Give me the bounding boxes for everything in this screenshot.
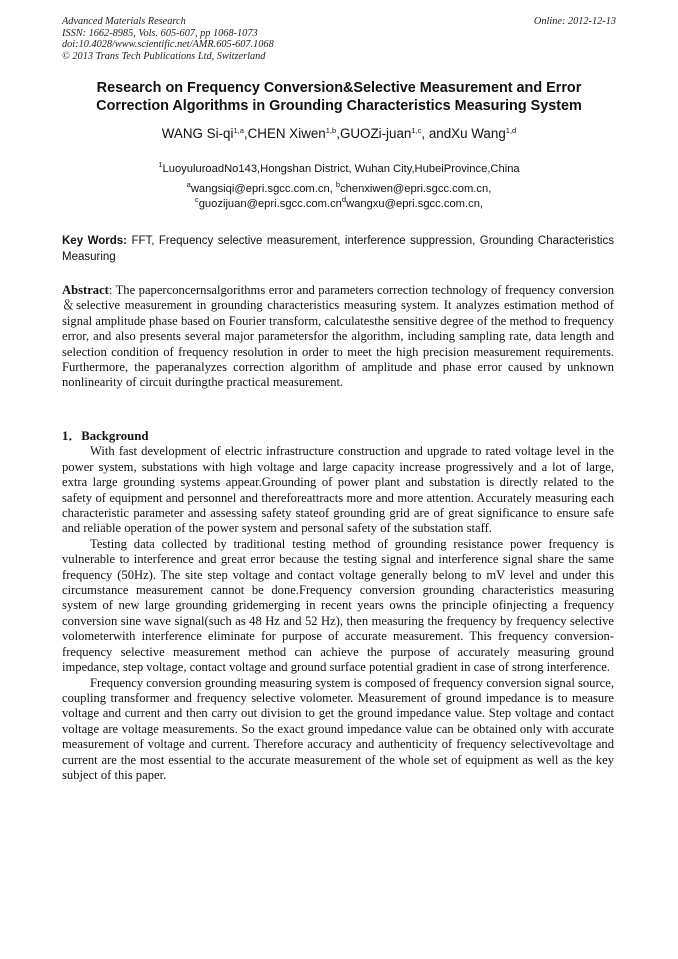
email-b: chenxiwen@epri.sgcc.com.cn, (340, 183, 492, 195)
author-affiliation-mark: 1,c (411, 126, 422, 135)
keywords (62, 234, 614, 265)
abstract-label: Abstract (62, 283, 109, 297)
section-heading: 1．Background (62, 429, 149, 443)
abstract (62, 283, 614, 391)
email-mark-a: a (186, 180, 191, 189)
journal-header (62, 16, 616, 62)
author-affiliation-mark: 1,a (233, 126, 244, 135)
affiliation-mark: 1 (158, 160, 163, 169)
affiliation (30, 162, 648, 176)
copyright-line: © 2013 Trans Tech Publications Ltd, Switzerland (62, 50, 266, 62)
keywords-text: FFT, Frequency selective measurement, interference suppression, Grounding Characteristics Measuring (62, 235, 614, 263)
author-emails (30, 182, 648, 212)
issn-line: ISSN: 1662-8985, Vols. 605-607, pp 1068-1073 (62, 27, 258, 39)
email-a: wangsiqi@epri.sgcc.com.cn, (190, 183, 336, 195)
journal-name: Advanced Materials Research (62, 16, 186, 27)
title-line-1: Research on Frequency Conversion&Selective Measurement and Error (96, 80, 582, 96)
author-separator: , (421, 126, 429, 141)
paragraph: Testing data collected by traditional testing method of grounding resistance power frequency is vulnerable to interference and great error because the testing signal and interference signal share the same frequency (50Hz). The site step voltage and contact voltage generally belong to mV level and under this circumstance measurement cannot be done.Frequency conversion grounding characteristics measuring system of new large grounding gridemerging in recent years owns the principle ofinjecting a frequency conversion sine wave signal(such as 48 Hz and 52 Hz), then measuring the frequency by frequency selective volometerwith interference eliminate for purpose of accurate measurement. This frequency conversion-frequency selective measurement method can achieve the purpose of accurately measuring ground impedance, step voltage, contact voltage and ground surface potential gradient in case of strong interference. (62, 536, 614, 675)
email-mark-c: c (194, 195, 199, 204)
email-mark-d: d (341, 195, 347, 204)
author-list (30, 126, 648, 142)
keywords-label: Key Words: (62, 235, 127, 247)
author-name: CHEN Xiwen (247, 126, 326, 141)
email-c: guozijuan@epri.sgcc.com.cn (198, 198, 342, 210)
paragraph: With fast development of electric infrastructure construction and upgrade to rated voltage level in the power system, substations with high voltage and large capacity increase progressively and a lot of large, extra large grounding systems appear.Grounding of power plant and substation is directly related to the safety of equipment and personnel and thereforeattracts more and more attention. Accurately measuring each characteristic parameter and assessing safety stateof grounding grid are of great significance to ensure safe and reliable operation of the power system and personal safety of the substation staff. (62, 444, 614, 536)
author-affiliation-mark: 1,d (505, 126, 517, 135)
paragraph: Frequency conversion grounding measuring system is composed of frequency conversion signal source, coupling transformer and frequency selective volometer. Measurement of ground impedance is to measure voltage and current and then carry out division to get the ground impedance value. Step voltage and contact voltage are voltage measurements. So the exact ground impedance value can be obtained only with accurate measurement of voltage and current. Therefore accuracy and authenticity of frequency selectivevoltage and current are the most essential to the accurate measurement of the whole set of equipment as well as the key subject of this paper. (62, 675, 614, 782)
email-d: wangxu@epri.sgcc.com.cn, (346, 198, 484, 210)
email-mark-b: b (335, 180, 341, 189)
section-background (62, 429, 614, 783)
paper-title (30, 80, 648, 115)
abstract-text: : The paperconcernsalgorithms error and parameters correction technology of frequency conversion＆selective measurement in grounding characteristics measuring system. It analyzes estimation method of signal amplitude phase based on Fourier transform, calculatesthe sensitive degree of the method to frequency error, and also presents several major parametersfor the algorithm, including sampling rate, data length and selection condition of frequency resolution in order to meet the high precision measurement requirements. Furthermore, the paperanalyzes correction algorithm of amplitude and phase error caused by unknown nonlinearity of circuit duringthe practical measurement. (62, 283, 614, 390)
author-name: WANG Si-qi (161, 126, 234, 141)
online-date: Online: 2012-12-13 (533, 16, 616, 27)
author-name: andXu Wang (428, 126, 506, 141)
author-affiliation-mark: 1,b (325, 126, 337, 135)
title-line-2: Correction Algorithms in Grounding Characteristics Measuring System (96, 97, 582, 114)
email-line-2 (30, 197, 648, 212)
email-line-1 (30, 182, 648, 197)
doi-line: doi:10.4028/www.scientific.net/AMR.605-607.1068 (62, 39, 274, 50)
author-separator: , (243, 126, 248, 141)
author-separator: , (336, 126, 340, 141)
author-name: GUOZi-juan (339, 126, 412, 141)
affiliation-text: LuoyuluroadNo143,Hongshan District, Wuhan City,HubeiProvince,China (162, 163, 520, 175)
